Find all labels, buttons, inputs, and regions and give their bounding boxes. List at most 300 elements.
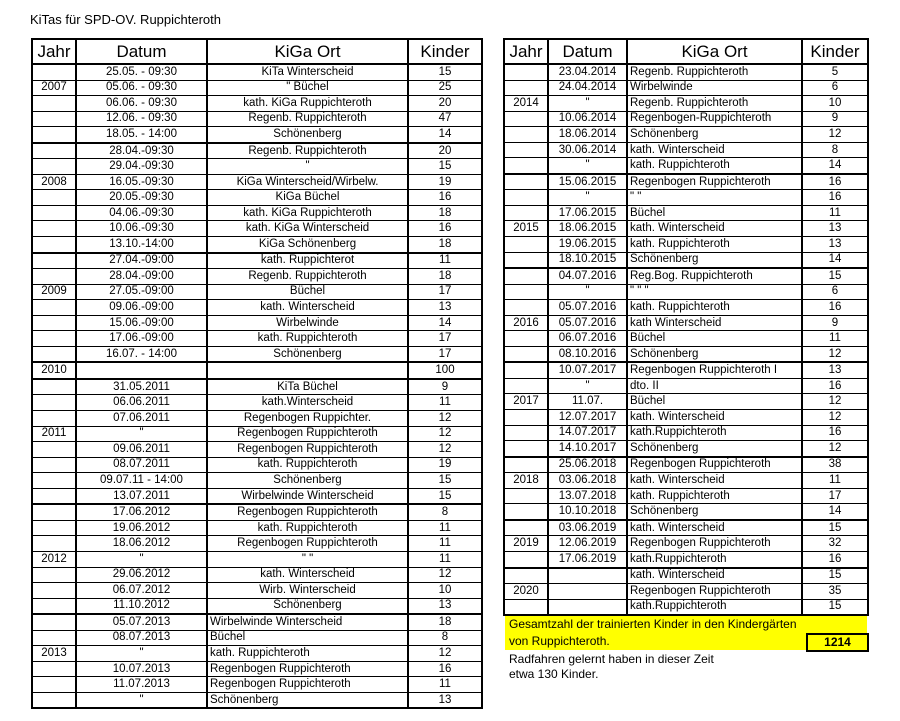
- cell-jahr: 2016: [504, 315, 548, 331]
- cell-ort: kath. Winterscheid: [207, 300, 408, 316]
- cell-jahr: [32, 300, 76, 316]
- cell-jahr: [504, 378, 548, 394]
- cell-jahr: [32, 127, 76, 143]
- cell-datum: 05.07.2016: [548, 315, 627, 331]
- cell-ort: Büchel: [207, 284, 408, 300]
- cell-kinder: 19: [408, 457, 482, 473]
- cell-datum: 14.10.2017: [548, 441, 627, 457]
- table-row: [504, 488, 868, 504]
- cell-ort: Schönenberg: [627, 346, 802, 362]
- cell-kinder: 11: [408, 395, 482, 411]
- header-kinder: Kinder: [802, 39, 868, 64]
- table-row: [32, 614, 482, 630]
- cell-kinder: 15: [408, 488, 482, 504]
- cell-datum: 29.04.-09:30: [76, 159, 207, 175]
- cell-kinder: 13: [408, 300, 482, 316]
- cell-datum: 28.04.-09:00: [76, 269, 207, 285]
- cell-jahr: [32, 583, 76, 599]
- cell-kinder: 16: [408, 661, 482, 677]
- cell-datum: 11.07.2013: [76, 677, 207, 693]
- table-row: [32, 661, 482, 677]
- header-jahr: Jahr: [504, 39, 548, 64]
- cell-ort: Regenbogen Ruppichteroth I: [627, 362, 802, 378]
- cell-kinder: 18: [408, 237, 482, 253]
- cell-jahr: [504, 457, 548, 473]
- cell-datum: 17.06.-09:00: [76, 331, 207, 347]
- cell-ort: kath. Ruppichteroth: [207, 457, 408, 473]
- table-row: [504, 284, 868, 300]
- cell-datum: 27.04.-09:00: [76, 253, 207, 269]
- table-row: [504, 268, 868, 284]
- cell-kinder: 17: [802, 488, 868, 504]
- cell-kinder: 14: [802, 252, 868, 268]
- cell-jahr: [504, 174, 548, 190]
- table-row: [504, 221, 868, 237]
- cell-ort: " ": [207, 551, 408, 567]
- table-row: [32, 488, 482, 504]
- cell-datum: [548, 568, 627, 584]
- cell-datum: 10.10.2018: [548, 504, 627, 520]
- cell-jahr: [32, 253, 76, 269]
- cell-datum: 18.06.2014: [548, 127, 627, 143]
- table-row: [32, 442, 482, 458]
- cell-jahr: [32, 346, 76, 362]
- cell-datum: 15.06.2015: [548, 174, 627, 190]
- cell-jahr: [504, 127, 548, 143]
- cell-ort: kath.Ruppichteroth: [627, 599, 802, 615]
- table-row: [504, 315, 868, 331]
- cell-datum: 27.05.-09:00: [76, 284, 207, 300]
- cell-jahr: [32, 661, 76, 677]
- cell-kinder: 8: [408, 504, 482, 520]
- cell-datum: 04.07.2016: [548, 268, 627, 284]
- cell-jahr: [504, 64, 548, 80]
- cell-jahr: [32, 692, 76, 708]
- cell-jahr: [32, 504, 76, 520]
- cell-jahr: [32, 159, 76, 175]
- cell-datum: ": [548, 96, 627, 112]
- cell-jahr: [32, 473, 76, 489]
- cell-jahr: [32, 205, 76, 221]
- cell-jahr: 2015: [504, 221, 548, 237]
- cell-jahr: [504, 520, 548, 536]
- cell-ort: kath. Winterscheid: [627, 221, 802, 237]
- table-row: [504, 394, 868, 410]
- cell-datum: 07.06.2011: [76, 411, 207, 427]
- cell-jahr: [32, 677, 76, 693]
- cell-datum: 25.06.2018: [548, 457, 627, 473]
- cell-datum: 19.06.2015: [548, 237, 627, 253]
- cell-jahr: [32, 331, 76, 347]
- cell-ort: Regenbogen Ruppichteroth: [207, 504, 408, 520]
- cell-kinder: 13: [408, 692, 482, 708]
- cell-datum: 28.04.-09:30: [76, 143, 207, 159]
- cell-jahr: [504, 410, 548, 426]
- cell-jahr: [504, 111, 548, 127]
- cell-ort: " Büchel: [207, 80, 408, 96]
- cell-ort: Schönenberg: [207, 473, 408, 489]
- cell-datum: ": [548, 190, 627, 206]
- cell-kinder: 18: [408, 614, 482, 630]
- cell-datum: 08.07.2013: [76, 630, 207, 646]
- cell-jahr: [504, 284, 548, 300]
- cell-ort: kath. Winterscheid: [627, 568, 802, 584]
- table-row: [32, 300, 482, 316]
- cell-kinder: 8: [802, 142, 868, 158]
- table-row: [32, 80, 482, 96]
- cell-kinder: 25: [408, 80, 482, 96]
- cell-jahr: [504, 346, 548, 362]
- cell-ort: kath. KiGa Ruppichteroth: [207, 205, 408, 221]
- cell-datum: ": [76, 426, 207, 442]
- cell-jahr: 2018: [504, 473, 548, 489]
- table-row: [32, 174, 482, 190]
- cell-datum: 08.07.2011: [76, 457, 207, 473]
- cell-datum: 09.06.-09:00: [76, 300, 207, 316]
- cell-kinder: 19: [408, 174, 482, 190]
- cell-kinder: 18: [408, 269, 482, 285]
- cell-ort: kath. Ruppichterot: [207, 253, 408, 269]
- table-row: [32, 426, 482, 442]
- table-row: [32, 457, 482, 473]
- cell-jahr: [32, 411, 76, 427]
- cell-kinder: 11: [802, 331, 868, 347]
- cell-ort: Regenbogen Ruppichteroth: [207, 677, 408, 693]
- cell-jahr: [504, 142, 548, 158]
- cell-kinder: 6: [802, 284, 868, 300]
- cell-ort: ": [207, 159, 408, 175]
- cell-ort: Wirbelwinde: [627, 80, 802, 96]
- table-row: [32, 583, 482, 599]
- cell-jahr: [32, 143, 76, 159]
- table-row: [32, 64, 482, 80]
- cell-datum: 18.06.2015: [548, 221, 627, 237]
- cell-jahr: [504, 441, 548, 457]
- table-row: [504, 346, 868, 362]
- cell-ort: Schönenberg: [207, 346, 408, 362]
- table-row: [504, 362, 868, 378]
- cell-jahr: 2008: [32, 174, 76, 190]
- table-row: [32, 127, 482, 143]
- table-row: [504, 96, 868, 112]
- cell-kinder: 12: [802, 346, 868, 362]
- cell-ort: Regenbogen Ruppichteroth: [627, 584, 802, 600]
- cell-kinder: 9: [802, 315, 868, 331]
- table-row: [504, 457, 868, 473]
- cell-ort: kath. Ruppichteroth: [627, 300, 802, 316]
- cell-kinder: 15: [408, 159, 482, 175]
- cell-ort: kath. Ruppichteroth: [207, 331, 408, 347]
- table-row: [504, 142, 868, 158]
- cell-ort: kath.Winterscheid: [207, 395, 408, 411]
- header-datum: Datum: [548, 39, 627, 64]
- cell-ort: Schönenberg: [207, 598, 408, 614]
- cell-kinder: 13: [802, 362, 868, 378]
- table-row: [32, 395, 482, 411]
- cell-jahr: 2010: [32, 362, 76, 379]
- cell-kinder: 8: [408, 630, 482, 646]
- cell-kinder: 16: [802, 300, 868, 316]
- cell-kinder: 17: [408, 331, 482, 347]
- cell-kinder: 47: [408, 111, 482, 127]
- cell-datum: 13.10.-14:00: [76, 237, 207, 253]
- table-row: [504, 441, 868, 457]
- cell-datum: 09.07.11 - 14:00: [76, 473, 207, 489]
- table-body-right: [504, 64, 868, 615]
- cell-kinder: 15: [802, 520, 868, 536]
- cell-kinder: 13: [802, 237, 868, 253]
- table-row: [504, 520, 868, 536]
- cell-jahr: [32, 442, 76, 458]
- cell-ort: KiTa Büchel: [207, 379, 408, 395]
- cell-datum: [548, 584, 627, 600]
- cell-jahr: [32, 269, 76, 285]
- cell-ort: Regenbogen Ruppichteroth: [627, 174, 802, 190]
- cell-kinder: 12: [408, 442, 482, 458]
- cell-ort: Regenb. Ruppichteroth: [627, 64, 802, 80]
- cell-ort: KiGa Büchel: [207, 190, 408, 206]
- table-row: [32, 190, 482, 206]
- cell-jahr: [504, 425, 548, 441]
- cell-kinder: 16: [408, 190, 482, 206]
- cell-datum: 18.06.2012: [76, 536, 207, 552]
- cell-ort: Regenbogen Ruppichter.: [207, 411, 408, 427]
- cell-ort: kath. Ruppichteroth: [627, 237, 802, 253]
- cell-kinder: 16: [408, 221, 482, 237]
- cell-datum: [76, 362, 207, 379]
- cell-jahr: [32, 395, 76, 411]
- cell-ort: Wirbelwinde Winterscheid: [207, 614, 408, 630]
- cell-datum: 13.07.2011: [76, 488, 207, 504]
- cell-kinder: 13: [408, 598, 482, 614]
- cell-datum: 10.06.2014: [548, 111, 627, 127]
- cell-kinder: 15: [408, 473, 482, 489]
- cell-jahr: [504, 568, 548, 584]
- table-row: [32, 284, 482, 300]
- table-row: [32, 520, 482, 536]
- cell-ort: kath. Winterscheid: [627, 520, 802, 536]
- cell-ort: Regenb. Ruppichteroth: [207, 111, 408, 127]
- cell-datum: 06.07.2016: [548, 331, 627, 347]
- cell-kinder: 9: [802, 111, 868, 127]
- cell-datum: 20.05.-09:30: [76, 190, 207, 206]
- cell-jahr: [32, 598, 76, 614]
- table-row: [504, 378, 868, 394]
- table-row: [504, 64, 868, 80]
- table-row: [504, 331, 868, 347]
- cell-ort: KiGa Winterscheid/Wirbelw.: [207, 174, 408, 190]
- cell-kinder: 12: [802, 394, 868, 410]
- cell-ort: Büchel: [627, 205, 802, 221]
- header-jahr: Jahr: [32, 39, 76, 64]
- cell-ort: Schönenberg: [627, 504, 802, 520]
- table-row: [32, 536, 482, 552]
- cell-kinder: 11: [408, 677, 482, 693]
- table-row: [32, 692, 482, 708]
- cell-kinder: 14: [802, 504, 868, 520]
- cell-kinder: 12: [802, 441, 868, 457]
- cell-datum: 17.06.2019: [548, 551, 627, 567]
- cell-kinder: 10: [408, 583, 482, 599]
- cell-jahr: [504, 599, 548, 615]
- table-row: [504, 80, 868, 96]
- cell-jahr: [504, 551, 548, 567]
- cell-jahr: [32, 111, 76, 127]
- cell-kinder: 15: [802, 599, 868, 615]
- cell-jahr: [32, 190, 76, 206]
- cell-kinder: 32: [802, 536, 868, 552]
- cell-ort: Regenbogen Ruppichteroth: [207, 536, 408, 552]
- cell-kinder: 38: [802, 457, 868, 473]
- table-row: [504, 473, 868, 489]
- table-row: [32, 331, 482, 347]
- cell-ort: kath. KiGa Winterscheid: [207, 221, 408, 237]
- cell-kinder: 11: [802, 473, 868, 489]
- cell-kinder: 16: [802, 190, 868, 206]
- cell-ort: Wirbelwinde: [207, 315, 408, 331]
- cell-jahr: 2019: [504, 536, 548, 552]
- cell-datum: 25.05. - 09:30: [76, 64, 207, 80]
- cell-kinder: 11: [408, 536, 482, 552]
- header-kinder: Kinder: [408, 39, 482, 64]
- cell-ort: Regenb. Ruppichteroth: [207, 269, 408, 285]
- header-datum: Datum: [76, 39, 207, 64]
- cell-datum: 12.06.2019: [548, 536, 627, 552]
- table-row: [504, 504, 868, 520]
- table-row: [504, 252, 868, 268]
- cell-jahr: [32, 630, 76, 646]
- cell-ort: KiTa Winterscheid: [207, 64, 408, 80]
- cell-datum: ": [548, 378, 627, 394]
- cell-datum: 14.07.2017: [548, 425, 627, 441]
- table-row: [32, 551, 482, 567]
- cell-jahr: [504, 488, 548, 504]
- cell-kinder: 12: [408, 567, 482, 583]
- cell-jahr: [32, 96, 76, 112]
- cell-datum: 18.10.2015: [548, 252, 627, 268]
- table-row: [504, 190, 868, 206]
- header-kiga-ort: KiGa Ort: [207, 39, 408, 64]
- cell-datum: 10.06.-09:30: [76, 221, 207, 237]
- cell-datum: 10.07.2013: [76, 661, 207, 677]
- cell-kinder: 13: [802, 221, 868, 237]
- cell-datum: 03.06.2018: [548, 473, 627, 489]
- cell-jahr: [32, 315, 76, 331]
- cell-ort: kath. Ruppichteroth: [627, 158, 802, 174]
- cell-kinder: 14: [408, 315, 482, 331]
- cell-datum: 16.05.-09:30: [76, 174, 207, 190]
- cell-ort: Schönenberg: [207, 127, 408, 143]
- cell-jahr: 2017: [504, 394, 548, 410]
- cell-datum: 18.05. - 14:00: [76, 127, 207, 143]
- cell-ort: Schönenberg: [207, 692, 408, 708]
- cell-jahr: [32, 237, 76, 253]
- total-text-line1: Gesamtzahl der trainierten Kinder in den Kindergärten: [509, 617, 797, 631]
- cell-kinder: 10: [802, 96, 868, 112]
- cell-jahr: 2011: [32, 426, 76, 442]
- table-row: [32, 143, 482, 159]
- cell-jahr: [32, 221, 76, 237]
- table-row: [32, 598, 482, 614]
- cell-ort: dto. II: [627, 378, 802, 394]
- cell-ort: [207, 362, 408, 379]
- cell-datum: 17.06.2012: [76, 504, 207, 520]
- cell-kinder: 20: [408, 96, 482, 112]
- cell-ort: Büchel: [207, 630, 408, 646]
- cell-ort: Regenbogen Ruppichteroth: [207, 426, 408, 442]
- cell-ort: kath. Ruppichteroth: [207, 520, 408, 536]
- cell-datum: 06.07.2012: [76, 583, 207, 599]
- cell-datum: ": [548, 284, 627, 300]
- cell-datum: 13.07.2018: [548, 488, 627, 504]
- table-row: [32, 411, 482, 427]
- cell-datum: 06.06. - 09:30: [76, 96, 207, 112]
- cell-jahr: [504, 190, 548, 206]
- cell-kinder: 20: [408, 143, 482, 159]
- table-row: [32, 473, 482, 489]
- cell-ort: Büchel: [627, 394, 802, 410]
- table-row: [504, 599, 868, 615]
- cell-kinder: 14: [408, 127, 482, 143]
- total-text-line2: von Ruppichteroth.: [509, 634, 610, 648]
- cell-datum: 09.06.2011: [76, 442, 207, 458]
- cell-ort: " " ": [627, 284, 802, 300]
- cell-datum: 15.06.-09:00: [76, 315, 207, 331]
- header-kiga-ort: KiGa Ort: [627, 39, 802, 64]
- cell-jahr: [504, 300, 548, 316]
- cell-jahr: 2014: [504, 96, 548, 112]
- cell-jahr: [504, 205, 548, 221]
- cell-datum: 30.06.2014: [548, 142, 627, 158]
- document-title: KiTas für SPD-OV. Ruppichteroth: [30, 12, 221, 27]
- table-row: [504, 158, 868, 174]
- table-row: [32, 504, 482, 520]
- cell-jahr: [32, 488, 76, 504]
- cell-kinder: 18: [408, 205, 482, 221]
- cell-datum: 29.06.2012: [76, 567, 207, 583]
- cell-jahr: [32, 536, 76, 552]
- table-row: [32, 630, 482, 646]
- cell-datum: 11.07.: [548, 394, 627, 410]
- cell-jahr: [504, 331, 548, 347]
- cell-kinder: 100: [408, 362, 482, 379]
- cell-ort: Schönenberg: [627, 252, 802, 268]
- cell-datum: 10.07.2017: [548, 362, 627, 378]
- cell-kinder: 12: [408, 426, 482, 442]
- table-row: [32, 677, 482, 693]
- cell-datum: [548, 599, 627, 615]
- cell-datum: 04.06.-09:30: [76, 205, 207, 221]
- table-row: [504, 237, 868, 253]
- cell-ort: Regenbogen-Ruppichteroth: [627, 111, 802, 127]
- cell-ort: Regenbogen Ruppichteroth: [207, 661, 408, 677]
- cell-datum: 12.07.2017: [548, 410, 627, 426]
- cell-ort: kath. Ruppichteroth: [627, 488, 802, 504]
- cell-kinder: 12: [802, 410, 868, 426]
- cell-datum: ": [76, 551, 207, 567]
- cell-datum: ": [548, 158, 627, 174]
- cell-datum: 11.10.2012: [76, 598, 207, 614]
- cell-kinder: 17: [408, 284, 482, 300]
- cell-kinder: 15: [802, 268, 868, 284]
- table-row: [504, 300, 868, 316]
- table-row: [32, 253, 482, 269]
- cell-jahr: [504, 237, 548, 253]
- cell-ort: kath.Ruppichteroth: [627, 425, 802, 441]
- cell-kinder: 12: [408, 646, 482, 662]
- cell-kinder: 16: [802, 378, 868, 394]
- cell-jahr: [504, 158, 548, 174]
